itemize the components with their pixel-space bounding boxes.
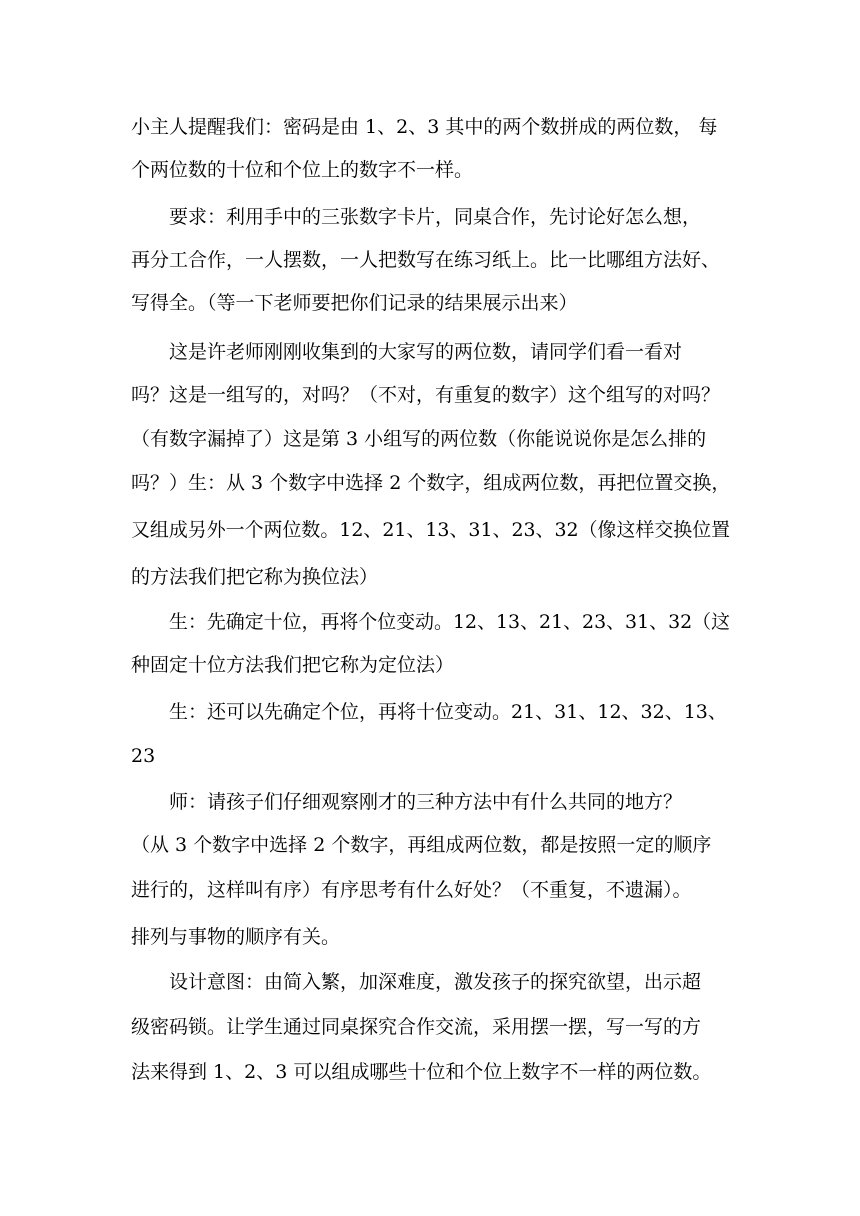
paragraph-3-line-2: 吗？这是一组写的，对吗？（不对，有重复的数字）这个组写的对吗？ [131,384,721,406]
paragraph-1-line-1: 小主人提醒我们：密码是由 1、2、3 其中的两个数拼成的两位数， 每 [131,116,718,138]
paragraph-3-line-5: 又组成另外一个两位数。12、21、13、31、23、32（像这样交换位置 [131,519,731,541]
paragraph-6-line-4: 排列与事物的顺序有关。 [131,926,341,948]
paragraph-5-line-1: 生：还可以先确定个位，再将十位变动。21、31、12、32、13、 [169,701,727,723]
paragraph-4-line-2: 种固定十位方法我们把它称为定位法） [131,654,455,676]
paragraph-2-line-2: 再分工合作，一人摆数，一人把数写在练习纸上。比一比哪组方法好、 [131,249,721,271]
paragraph-6-line-1: 师：请孩子们仔细观察刚才的三种方法中有什么共同的地方？ [169,791,683,813]
paragraph-3-line-4: 吗？）生：从 3 个数字中选择 2 个数字，组成两位数，再把位置交换， [131,472,731,494]
paragraph-2-line-3: 写得全。（等一下老师要把你们记录的结果展示出来） [131,292,578,314]
paragraph-7-line-3: 法来得到 1、2、3 可以组成哪些十位和个位上数字不一样的两位数。 [131,1061,712,1083]
paragraph-7-line-2: 级密码锁。让学生通过同桌探究合作交流，采用摆一摆，写一写的方 [131,1016,702,1038]
paragraph-1-line-2: 个两位数的十位和个位上的数字不一样。 [131,159,474,181]
paragraph-2-line-1: 要求：利用手中的三张数字卡片，同桌合作，先讨论好怎么想， [169,206,702,228]
paragraph-3-line-3: （有数字漏掉了）这是第 3 小组写的两位数（你能说说你是怎么排的 [131,428,707,450]
paragraph-7-line-1: 设计意图：由简入繁，加深难度，激发孩子的探究欲望，出示超 [169,971,702,993]
paragraph-5-line-2: 23 [131,745,156,767]
paragraph-6-line-2: （从 3 个数字中选择 2 个数字，再组成两位数，都是按照一定的顺序 [131,834,712,856]
paragraph-3-line-6: 的方法我们把它称为换位法） [131,566,379,588]
paragraph-6-line-3: 进行的，这样叫有序）有序思考有什么好处？（不重复，不遗漏）。 [131,879,692,901]
paragraph-3-line-1: 这是许老师刚刚收集到的大家写的两位数，请同学们看一看对 [169,341,683,363]
paragraph-4-line-1: 生：先确定十位，再将个位变动。12、13、21、23、31、32（这 [169,611,731,633]
